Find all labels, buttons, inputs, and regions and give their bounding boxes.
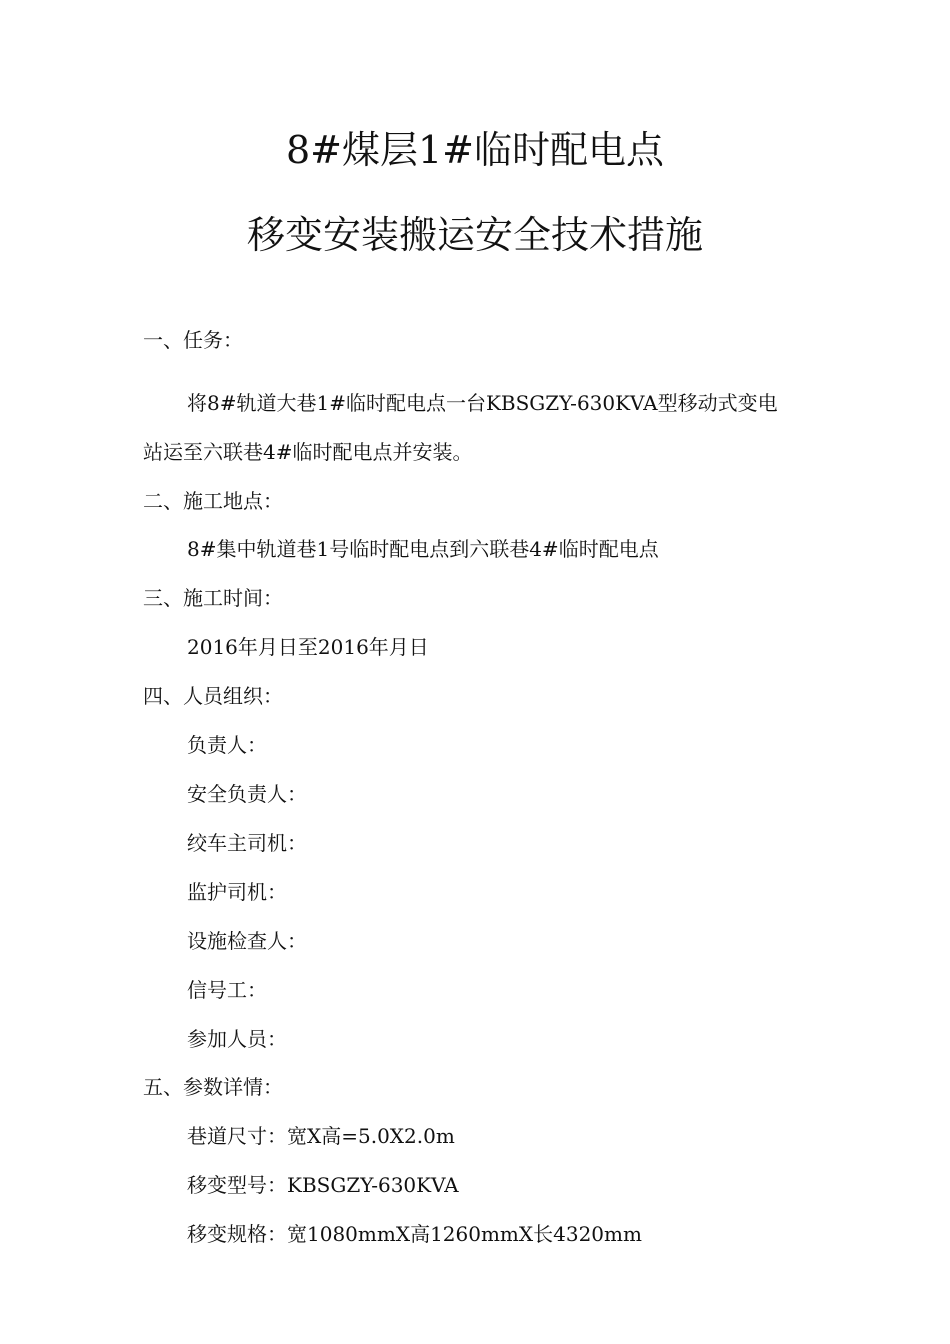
personnel-item: 信号工： <box>187 978 267 1002</box>
paragraph-line: 将8#轨道大巷1#临时配电点一台KBSGZY-630KVA型移动式变电 <box>187 391 778 415</box>
section-heading: 一、任务： <box>143 328 243 352</box>
param-item: 巷道尺寸：宽X高=5.0X2.0m <box>187 1124 455 1148</box>
personnel-item: 绞车主司机： <box>187 831 307 855</box>
title-line-1: 8#煤层1#临时配电点 <box>285 128 665 172</box>
personnel-item: 监护司机： <box>187 880 287 904</box>
personnel-item: 设施检查人： <box>187 929 307 953</box>
section-heading: 五、参数详情： <box>143 1075 283 1099</box>
personnel-item: 参加人员： <box>187 1027 287 1051</box>
personnel-item: 安全负责人： <box>187 782 307 806</box>
param-item: 移变型号：KBSGZY-630KVA <box>187 1173 459 1197</box>
paragraph-line: 8#集中轨道巷1号临时配电点到六联巷4#临时配电点 <box>187 537 659 561</box>
title-line-2: 移变安装搬运安全技术措施 <box>246 213 703 257</box>
section-heading: 三、施工时间： <box>143 586 283 610</box>
paragraph-line: 站运至六联巷4#临时配电点并安装。 <box>143 440 473 464</box>
personnel-item: 负责人： <box>187 733 267 757</box>
paragraph-line: 2016年月日至2016年月日 <box>187 635 429 659</box>
param-item: 移变规格：宽1080mmX高1260mmX长4320mm <box>187 1222 642 1246</box>
section-heading: 二、施工地点： <box>143 489 283 513</box>
section-heading: 四、人员组织： <box>143 684 283 708</box>
